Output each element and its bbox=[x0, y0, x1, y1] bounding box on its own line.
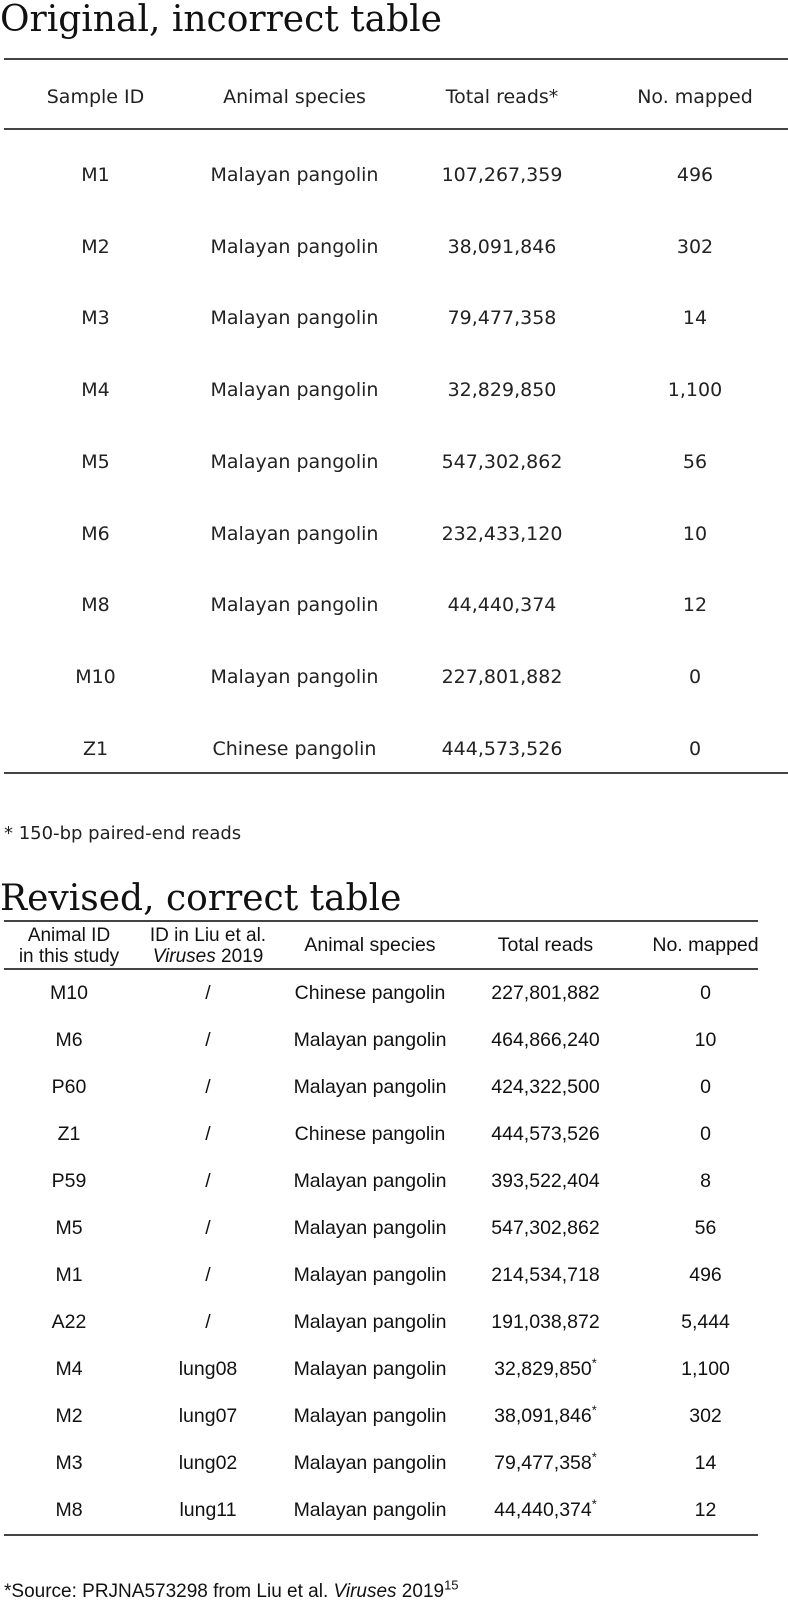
revised-total-reads-value: 44,440,374 bbox=[494, 1499, 592, 1521]
revised-cell-liu-id: / bbox=[205, 1311, 211, 1333]
revised-cell-total-reads bbox=[458, 1217, 633, 1239]
original-table-row bbox=[4, 737, 788, 761]
revised-table-row bbox=[4, 1264, 778, 1288]
revised-cell-animal-species: Malayan pangolin bbox=[293, 1170, 447, 1192]
revised-cell-liu-id: lung02 bbox=[178, 1452, 238, 1474]
revised-cell-liu-id: / bbox=[205, 1029, 211, 1051]
original-table-row bbox=[4, 378, 788, 402]
original-cell-sample-id: M4 bbox=[81, 379, 110, 402]
original-cell-animal-species: Chinese pangolin bbox=[212, 737, 377, 760]
revised-table-header bbox=[4, 924, 778, 968]
revised-col-animal-species: Animal species bbox=[304, 934, 436, 956]
original-cell-animal-species: Malayan pangolin bbox=[210, 450, 379, 473]
revised-cell-no-mapped: 5,444 bbox=[681, 1311, 730, 1333]
revised-table-row bbox=[4, 1355, 778, 1382]
original-table-row bbox=[4, 522, 788, 546]
revised-cell-no-mapped: 0 bbox=[700, 982, 711, 1004]
original-cell-total-reads: 44,440,374 bbox=[447, 594, 557, 617]
original-table-row bbox=[4, 665, 788, 689]
revised-cell-total-reads bbox=[458, 1029, 633, 1051]
revised-total-reads-value: 214,534,718 bbox=[491, 1264, 600, 1286]
revised-cell-animal-id: M6 bbox=[55, 1029, 83, 1051]
revised-cell-animal-species: Malayan pangolin bbox=[293, 1076, 447, 1098]
revised-total-reads-value: 79,477,358 bbox=[494, 1452, 592, 1474]
revised-table-row bbox=[4, 1217, 778, 1241]
original-cell-no-mapped: 1,100 bbox=[667, 379, 723, 402]
revised-cell-animal-id: A22 bbox=[51, 1311, 87, 1333]
original-table-top-rule bbox=[4, 58, 788, 60]
revised-table-row bbox=[4, 1402, 778, 1429]
original-cell-no-mapped: 14 bbox=[682, 307, 708, 330]
revised-cell-liu-id: / bbox=[205, 1217, 211, 1239]
revised-cell-animal-species: Malayan pangolin bbox=[293, 1499, 447, 1521]
original-cell-animal-species: Malayan pangolin bbox=[210, 665, 379, 688]
revised-table-top-rule bbox=[4, 920, 758, 922]
revised-cell-total-reads bbox=[458, 982, 633, 1004]
revised-table-header-rule bbox=[4, 968, 758, 970]
revised-cell-total-reads bbox=[458, 1123, 633, 1145]
original-cell-no-mapped: 10 bbox=[682, 522, 708, 545]
original-table-heading: Original, incorrect table bbox=[0, 0, 442, 40]
revised-cell-animal-species: Chinese pangolin bbox=[294, 1123, 446, 1145]
original-cell-no-mapped: 0 bbox=[688, 665, 702, 688]
revised-cell-animal-species: Malayan pangolin bbox=[293, 1452, 447, 1474]
revised-cell-total-reads bbox=[458, 1264, 633, 1286]
revised-cell-no-mapped: 10 bbox=[694, 1029, 717, 1051]
revised-cell-animal-species: Malayan pangolin bbox=[293, 1311, 447, 1333]
original-cell-no-mapped: 496 bbox=[676, 164, 714, 186]
revised-cell-liu-id: lung11 bbox=[179, 1499, 237, 1521]
original-cell-total-reads: 547,302,862 bbox=[441, 450, 563, 473]
revised-col-no-mapped: No. mapped bbox=[652, 934, 759, 956]
revised-cell-no-mapped: 56 bbox=[694, 1217, 717, 1239]
revised-total-reads-value: 38,091,846 bbox=[494, 1405, 592, 1427]
original-table-row bbox=[4, 235, 788, 259]
revised-table-row bbox=[4, 1311, 778, 1335]
revised-cell-animal-id: M5 bbox=[55, 1217, 83, 1239]
revised-table-row bbox=[4, 1076, 778, 1100]
original-col-total-reads: Total reads* bbox=[445, 86, 559, 108]
original-cell-sample-id: M6 bbox=[81, 522, 110, 545]
original-cell-sample-id: M3 bbox=[81, 307, 110, 330]
original-cell-animal-species: Malayan pangolin bbox=[210, 522, 379, 545]
revised-cell-no-mapped: 0 bbox=[700, 1076, 711, 1098]
original-table-header-rule bbox=[4, 128, 788, 130]
revised-cell-liu-id: / bbox=[205, 1076, 211, 1098]
revised-col-total-reads: Total reads bbox=[497, 934, 594, 956]
revised-cell-total-reads bbox=[458, 1355, 633, 1380]
revised-cell-total-reads bbox=[458, 1402, 633, 1427]
revised-cell-no-mapped: 8 bbox=[700, 1170, 711, 1192]
original-cell-total-reads: 79,477,358 bbox=[447, 307, 557, 330]
revised-cell-animal-species: Malayan pangolin bbox=[293, 1264, 447, 1286]
original-cell-sample-id: M2 bbox=[81, 235, 110, 258]
original-table-row bbox=[4, 306, 788, 330]
revised-table-row bbox=[4, 1170, 778, 1194]
revised-table-row bbox=[4, 982, 778, 1006]
original-col-sample-id: Sample ID bbox=[46, 86, 145, 108]
revised-cell-animal-id: P60 bbox=[51, 1076, 87, 1098]
revised-cell-liu-id: / bbox=[205, 982, 211, 1004]
original-col-animal-species: Animal species bbox=[223, 86, 366, 108]
original-cell-sample-id: M1 bbox=[81, 164, 110, 186]
original-col-no-mapped: No. mapped bbox=[637, 86, 753, 108]
original-table-bottom-rule bbox=[4, 772, 788, 774]
revised-table-row bbox=[4, 1449, 778, 1476]
original-table-footnote: * 150-bp paired-end reads bbox=[4, 823, 242, 844]
revised-cell-no-mapped: 14 bbox=[694, 1452, 717, 1474]
original-cell-no-mapped: 56 bbox=[682, 450, 708, 473]
revised-cell-liu-id: / bbox=[205, 1123, 211, 1145]
original-cell-sample-id: Z1 bbox=[82, 737, 109, 760]
revised-table-row bbox=[4, 1496, 778, 1523]
revised-source-asterisk: * bbox=[591, 1355, 597, 1371]
revised-cell-no-mapped: 0 bbox=[700, 1123, 711, 1145]
original-cell-animal-species: Malayan pangolin bbox=[210, 235, 379, 258]
original-cell-total-reads: 38,091,846 bbox=[447, 235, 557, 258]
revised-cell-animal-id: P59 bbox=[51, 1170, 87, 1192]
original-cell-no-mapped: 0 bbox=[688, 737, 702, 760]
revised-table-bottom-rule bbox=[4, 1534, 758, 1536]
original-cell-animal-species: Malayan pangolin bbox=[210, 594, 379, 617]
revised-cell-total-reads bbox=[458, 1496, 633, 1521]
revised-cell-liu-id: lung08 bbox=[178, 1358, 238, 1380]
revised-table-row bbox=[4, 1123, 778, 1147]
original-cell-animal-species: Malayan pangolin bbox=[210, 164, 379, 186]
original-cell-total-reads: 444,573,526 bbox=[441, 737, 563, 760]
revised-total-reads-value: 444,573,526 bbox=[491, 1123, 600, 1145]
original-cell-no-mapped: 12 bbox=[682, 594, 708, 617]
revised-source-asterisk: * bbox=[591, 1449, 597, 1465]
revised-cell-animal-species: Chinese pangolin bbox=[294, 982, 446, 1004]
revised-cell-no-mapped: 496 bbox=[689, 1264, 722, 1286]
original-cell-total-reads: 32,829,850 bbox=[447, 379, 557, 402]
original-table-row bbox=[4, 450, 788, 474]
original-cell-no-mapped: 302 bbox=[676, 235, 714, 258]
revised-cell-animal-species: Malayan pangolin bbox=[293, 1358, 447, 1380]
revised-cell-no-mapped: 12 bbox=[694, 1499, 717, 1521]
revised-cell-animal-id: M1 bbox=[55, 1264, 83, 1286]
original-table-header bbox=[4, 85, 788, 109]
revised-cell-animal-id: M4 bbox=[55, 1358, 83, 1380]
revised-cell-total-reads bbox=[458, 1311, 633, 1333]
revised-cell-no-mapped: 1,100 bbox=[681, 1358, 730, 1380]
revised-cell-animal-id: M3 bbox=[55, 1452, 83, 1474]
original-cell-total-reads: 107,267,359 bbox=[441, 164, 563, 186]
revised-cell-total-reads bbox=[458, 1076, 633, 1098]
revised-total-reads-value: 227,801,882 bbox=[491, 982, 600, 1004]
revised-total-reads-value: 547,302,862 bbox=[491, 1217, 600, 1239]
revised-cell-animal-id: M2 bbox=[55, 1405, 83, 1427]
revised-total-reads-value: 191,038,872 bbox=[491, 1311, 600, 1333]
revised-source-asterisk: * bbox=[591, 1496, 597, 1512]
revised-cell-total-reads bbox=[458, 1449, 633, 1474]
original-cell-animal-species: Malayan pangolin bbox=[210, 307, 379, 330]
revised-total-reads-value: 424,322,500 bbox=[491, 1076, 600, 1098]
original-cell-sample-id: M10 bbox=[75, 665, 116, 688]
original-cell-total-reads: 232,433,120 bbox=[441, 522, 563, 545]
revised-cell-animal-species: Malayan pangolin bbox=[293, 1217, 447, 1239]
revised-table-footnote: *Source: PRJNA573298 from Liu et al. Viruses 2019$^{15}$ bbox=[4, 1577, 459, 1602]
revised-cell-liu-id: lung07 bbox=[178, 1405, 238, 1427]
original-cell-sample-id: M5 bbox=[81, 450, 110, 473]
revised-cell-liu-id: / bbox=[205, 1170, 211, 1192]
revised-cell-animal-id: M10 bbox=[50, 982, 88, 1004]
revised-table-heading: Revised, correct table bbox=[0, 878, 402, 919]
original-cell-sample-id: M8 bbox=[81, 594, 110, 617]
revised-cell-total-reads bbox=[458, 1170, 633, 1192]
revised-cell-animal-species: Malayan pangolin bbox=[293, 1029, 447, 1051]
revised-total-reads-value: 32,829,850 bbox=[494, 1358, 592, 1380]
revised-col-animal-id: Animal ID in this study bbox=[18, 925, 120, 967]
revised-cell-animal-id: M8 bbox=[55, 1499, 83, 1521]
revised-total-reads-value: 393,522,404 bbox=[491, 1170, 600, 1192]
revised-source-asterisk: * bbox=[591, 1402, 597, 1418]
revised-cell-no-mapped: 302 bbox=[689, 1405, 722, 1427]
revised-col-liu-id: ID in Liu et al. Viruses 2019 bbox=[149, 925, 267, 967]
revised-cell-liu-id: / bbox=[205, 1264, 211, 1286]
revised-table-row bbox=[4, 1029, 778, 1053]
original-cell-total-reads: 227,801,882 bbox=[441, 665, 563, 688]
original-table-row bbox=[4, 163, 788, 187]
revised-cell-animal-species: Malayan pangolin bbox=[293, 1405, 447, 1427]
original-cell-animal-species: Malayan pangolin bbox=[210, 379, 379, 402]
revised-total-reads-value: 464,866,240 bbox=[491, 1029, 600, 1051]
revised-cell-animal-id: Z1 bbox=[57, 1123, 81, 1145]
original-table-row bbox=[4, 593, 788, 617]
